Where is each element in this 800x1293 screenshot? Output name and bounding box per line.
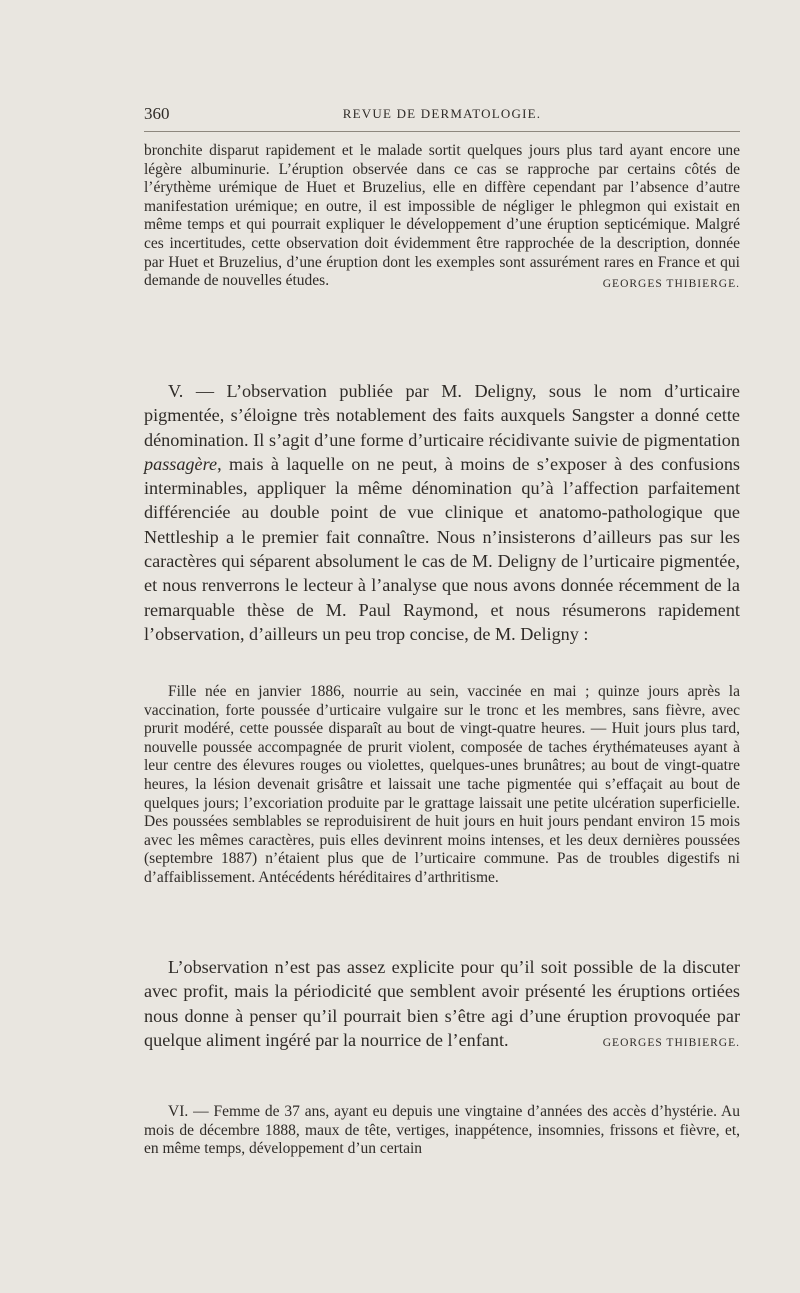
running-title: REVUE DE DERMATOLOGIE. [342, 106, 542, 121]
author-signature: GEORGES THIBIERGE. [602, 1036, 740, 1049]
paragraph-text: L’observation n’est pas assez explicite pour qu’il soit possible de la discuter avec profit, mais la périodicité que semblent avoir présenté les éruptions ortiées nous donne à penser qu’il pourrait bien s’être agi d’une éruption provoquée par quelque aliment ingéré par la nourrice de l’enfant. [144, 957, 740, 1050]
paragraph-text: bronchite disparut rapidement et le malade sortit quelques jours plus tard ayant encore une légère albuminurie. L’éruption observée dans ce cas se rapproche par certains côtés de l’érythème urémique de Huet et Bruzelius, elle en diffère cependant par l’absence d’autre manifestation urémique; en outre, il est impossible de négliger le phlegmon qui existait en même temps et qui pourrait expliquer le développement d’une éruption septicémique. Malgré ces incertitudes, cette observation doit évidemment être rapprochée de la description, donnée par Huet et Bruzelius, d’une éruption dont les exemples sont assurément rares en France et qui demande de nouvelles études. [144, 142, 740, 290]
paragraph-text: VI. — Femme de 37 ans, ayant eu depuis une vingtaine d’années des accès d’hystérie. Au mois de décembre 1888, maux de tête, vertiges, inappétence, insomnies, frissons et fièvre, et, en même temps, développement d’un certain [144, 1103, 740, 1158]
header-rule [144, 131, 740, 132]
page-number: 360 [144, 104, 170, 123]
page-header [144, 104, 740, 128]
case-summary [144, 683, 740, 888]
paragraph-commentary [144, 955, 740, 1055]
author-signature: GEORGES THIBIERGE. [602, 278, 740, 291]
emphasized-word: passagère [144, 453, 218, 474]
paragraph-section-v [144, 379, 740, 646]
paragraph-section-vi [144, 1103, 740, 1159]
paragraph-text: Fille née en janvier 1886, nourrie au sein, vaccinée en mai ; quinze jours après la vaccination, forte poussée d’urticaire vulgaire sur le tronc et les membres, sans fièvre, avec prurit modéré, cette poussée disparaît au bout de vingt-quatre heures. — Huit jours plus tard, nouvelle poussée accompagnée de prurit violent, composée de taches érythémateuses ayant à leur centre des élevures rouges ou violettes, quelques-unes brunâtres; au bout de vingt-quatre heures, la lésion devenait grisâtre et laissait une tache pigmentée qui s’effaçait au bout de quelques jours; l’excoriation produite par le grattage laissait une petite ulcération superficielle. Des poussées semblables se reproduisirent de huit jours en huit jours pendant environ 15 mois avec les mêmes caractères, puis elles devinrent moins intenses, et les deux dernières poussées (septembre 1887) n’étaient plus que de l’urticaire commune. Pas de troubles digestifs ni d’affaiblissement. Antécédents héréditaires d’arthritisme. [144, 683, 740, 886]
paragraph-text: V. — L’observation publiée par M. Deligny, sous le nom d’urticaire pigmentée, s’éloigne très notablement des faits auxquels Sangster a donné cette dénomination. Il s’agit d’une forme d’urticaire récidivante suivie de pigmentation [144, 381, 740, 450]
paragraph-continuation [144, 142, 740, 294]
paragraph-text: , mais à laquelle on ne peut, à moins de s’exposer à des confusions interminables, appliquer la même dénomination qu’à l’affection parfaitement différenciée au double point de vue clinique et anatomo-pathologique que Nettleship a le premier fait connaître. Nous n’insisterons d’ailleurs pas sur les caractères qui séparent absolument le cas de M. Deligny de l’urticaire pigmentée, et nous renverrons le lecteur à l’analyse que nous avons donnée récemment de la remarquable thèse de M. Paul Raymond, et nous résumerons rapidement l’observation, d’ailleurs un peu trop concise, de M. Deligny : [144, 453, 740, 644]
